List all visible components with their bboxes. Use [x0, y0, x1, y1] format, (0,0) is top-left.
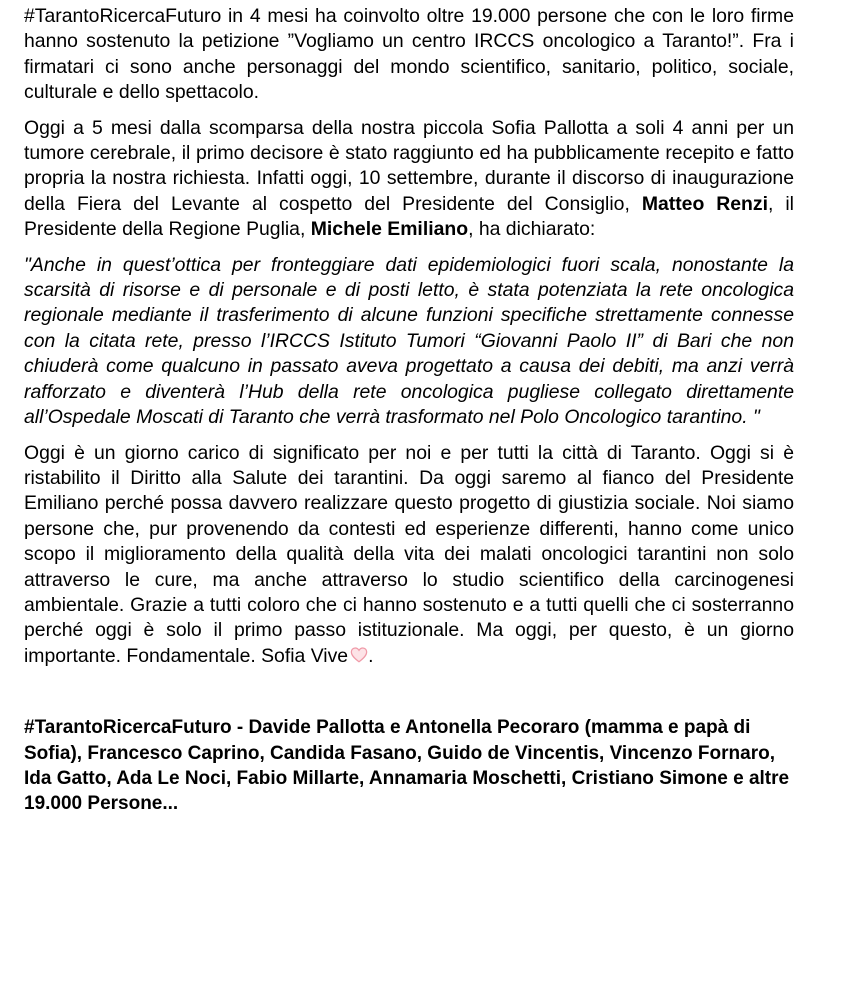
announcement-text-b: , il Presidente della Regione Puglia, — [24, 192, 794, 241]
intro-paragraph: #TarantoRicercaFuturo in 4 mesi ha coinvolto oltre 19.000 persone che con le loro firme hanno sostenuto la petizione ”Vogliamo un centro IRCCS oncologico a Taranto!”. Fra i firmatari ci sono anche personaggi del mondo scientifico, sanitario, politico, sociale, culturale e dello spettacolo. — [24, 5, 794, 104]
closing-period: . — [368, 644, 374, 667]
heart-icon — [350, 646, 368, 664]
signature-paragraph: #TarantoRicercaFuturo - Davide Pallotta e Antonella Pecoraro (mamma e papà di Sofia), Francesco Caprino, Candida Fasano, Guido de Vincentis, Vincenzo Fornaro, Ida Gatto, Ada Le Noci, Fabio Millarte, Annamaria Moschetti, Cristiano Simone e altre 19.000 Persone... — [24, 717, 790, 815]
closing-paragraph — [24, 441, 794, 670]
quote-paragraph: "Anche in quest’ottica per fronteggiare dati epidemiologici fuori scala, nonostante la scarsità di risorse e di personale e di posti letto, è stata potenziata la rete oncologica regionale mediante il trasferimento di alcune funzioni specifiche strettamente connesse con la citata rete, presso l’IRCCS Istituto Tumori “Giovanni Paolo II” di Bari che non chiuderà come qualcuno in passato aveva progettato a causa dei debiti, ma anzi verrà rafforzato e diventerà l’Hub della rete oncologica pugliese collegato direttamente all’Ospedale Moscati di Taranto che verrà trasformato nel Polo Oncologico tarantino. " — [24, 253, 794, 429]
name-michele-emiliano: Michele Emiliano — [310, 218, 469, 241]
announcement-text-c: , ha dichiarato: — [468, 218, 596, 241]
announcement-paragraph — [24, 116, 794, 243]
document-page — [24, 4, 794, 827]
announcement-text-a: Oggi a 5 mesi dalla scomparsa della nostra piccola Sofia Pallotta a soli 4 anni per un tumore cerebrale, il primo decisore è stato raggiunto ed ha pubblicamente recepito e fatto propria la nostra richiesta. Infatti oggi, 10 settembre, durante il discorso di inaugurazione della Fiera del Levante al cospetto del Presidente del Consiglio, — [24, 116, 794, 215]
name-matteo-renzi: Matteo Renzi — [641, 192, 768, 215]
closing-text: Oggi è un giorno carico di significato per noi e per tutti la città di Taranto. Oggi si è ristabilito il Diritto alla Salute dei tarantini. Da oggi saremo al fianco del Presidente Emiliano perché possa davvero realizzare questo progetto di giustizia sociale. Noi siamo persone che, pur provenendo da contesti ed esperienze differenti, hanno come unico scopo il miglioramento della qualità della vita dei malati oncologici tarantini non solo attraverso le cure, ma anche attraverso lo studio scientifico della carcinogenesi ambientale. Grazie a tutti coloro che ci hanno sostenuto e a tutti quelli che ci sosterranno perché oggi è solo il primo passo istituzionale. Ma oggi, per questo, è un giorno importante. Fondamentale. Sofia Vive — [24, 441, 794, 667]
